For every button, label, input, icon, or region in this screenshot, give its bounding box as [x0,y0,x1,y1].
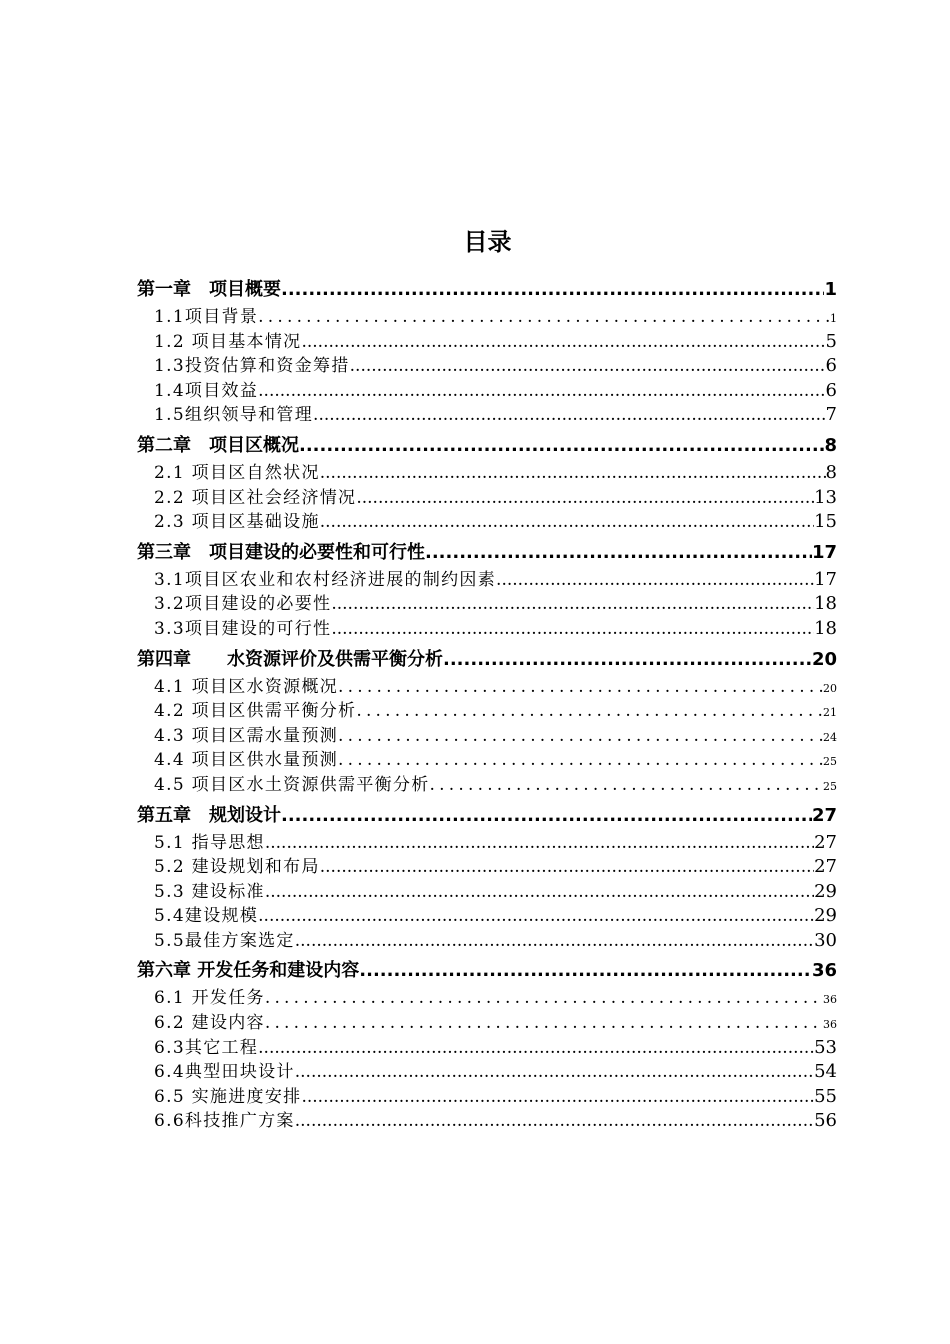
toc-chapter-row[interactable] [137,953,837,986]
toc-section-row[interactable] [137,1011,837,1036]
page-number: 20 [823,681,837,695]
page-number: 30 [814,929,837,951]
dot-leader [301,1085,814,1110]
dot-leader [443,646,812,674]
page-number: 6 [825,379,837,401]
section-title: 5.5最佳方案选定 [154,930,295,951]
page-number: 56 [814,1110,837,1132]
toc-section-row[interactable] [137,929,837,954]
section-title: 2.2 项目区社会经济情况 [154,487,357,508]
toc-section-row[interactable] [137,1036,837,1061]
section-title: 6.1 开发任务 [154,988,265,1009]
dot-leader [281,276,824,304]
dot-leader [265,1011,823,1036]
page-number: 36 [811,960,837,982]
page-number: 13 [814,486,837,508]
section-title: 4.2 项目区供需平衡分析 [154,701,357,722]
toc-section-row[interactable] [137,724,837,749]
dot-leader [295,1060,814,1085]
section-title: 5.1 指导思想 [154,832,265,853]
section-title: 2.1 项目区自然状况 [154,462,320,483]
page-number: 21 [823,706,837,720]
dot-leader [338,675,823,700]
dot-leader [295,1109,814,1134]
table-of-contents [137,272,837,1134]
page-number: 27 [814,856,837,878]
page-number: 20 [811,648,837,670]
section-title: 3.3项目建设的可行性 [154,618,332,639]
dot-leader [496,568,814,593]
page-number: 24 [823,730,837,744]
section-title: 1.1项目背景 [154,307,259,327]
page-number: 29 [814,905,837,927]
page-number: 7 [825,404,837,426]
page-number: 6 [825,355,837,377]
dot-leader [258,1036,814,1061]
section-title: 4.5 项目区水土资源供需平衡分析 [154,774,430,795]
toc-section-row[interactable] [137,403,837,428]
section-title: 5.2 建设规划和布局 [154,857,320,878]
section-title: 1.2 项目基本情况 [154,331,302,352]
dot-leader [301,330,825,355]
section-title: 5.3 建设标准 [154,881,265,902]
dot-leader [331,617,814,642]
page-number: 25 [823,755,837,769]
section-title: 3.1项目区农业和农村经济进展的制约因素 [154,569,497,590]
toc-section-row[interactable] [137,486,837,511]
dot-leader [265,986,823,1011]
toc-section-row[interactable] [137,880,837,905]
section-title: 4.3 项目区需水量预测 [154,725,339,746]
section-title: 5.4建设规模 [154,906,259,927]
toc-section-row[interactable] [137,568,837,593]
toc-section-row[interactable] [137,379,837,404]
page-number: 17 [814,568,837,590]
toc-chapter-row[interactable] [137,798,837,831]
page-number: 36 [823,993,837,1007]
toc-section-row[interactable] [137,1109,837,1134]
toc-section-row[interactable] [137,1085,837,1110]
toc-section-row[interactable] [137,904,837,929]
dot-leader [430,773,823,798]
toc-chapter-row[interactable] [137,535,837,568]
toc-section-row[interactable] [137,855,837,880]
toc-title: 目录 [463,228,512,256]
dot-leader [281,802,812,830]
toc-section-row[interactable] [137,305,837,330]
section-title: 2.3 项目区基础设施 [154,512,320,533]
dot-leader [331,592,814,617]
section-title: 6.4典型田块设计 [154,1062,295,1083]
page-number: 29 [814,880,837,902]
dot-leader [356,486,814,511]
dot-leader [320,855,814,880]
chapter-title: 第四章 水资源评价及供需平衡分析 [137,648,443,670]
dot-leader [265,880,814,905]
dot-leader [265,831,814,856]
toc-chapter-row[interactable] [137,272,837,305]
toc-section-row[interactable] [137,461,837,486]
section-title: 4.4 项目区供水量预测 [154,750,339,771]
page-number: 25 [823,779,837,793]
page-number: 27 [814,831,837,853]
page-number: 8 [825,461,837,483]
dot-leader [313,403,826,428]
dot-leader [258,904,814,929]
dot-leader [320,461,826,486]
dot-leader [258,379,825,404]
page-number: 18 [814,593,837,615]
toc-section-row[interactable] [137,1060,837,1085]
chapter-title: 第三章 项目建设的必要性和可行性 [137,541,425,563]
page-number: 53 [814,1036,837,1058]
section-title: 1.4项目效益 [154,380,259,401]
page-number: 54 [814,1061,837,1083]
dot-leader [338,724,823,749]
toc-section-row[interactable] [137,675,837,700]
dot-leader [359,957,812,985]
toc-section-row[interactable] [137,831,837,856]
section-title: 6.2 建设内容 [154,1013,265,1034]
dot-leader [350,354,826,379]
page-number: 1 [830,312,837,325]
dot-leader [356,699,823,724]
section-title: 1.5组织领导和管理 [154,405,314,426]
page-number: 27 [811,804,837,826]
toc-chapter-row[interactable] [137,428,837,461]
chapter-title: 第五章 规划设计 [137,804,281,826]
page-number: 55 [814,1085,837,1107]
chapter-title: 第二章 项目区概况 [137,434,299,456]
page-number: 5 [825,330,837,352]
section-title: 3.2项目建设的必要性 [154,594,332,615]
dot-leader [425,539,812,567]
toc-section-row[interactable] [137,617,837,642]
dot-leader [299,432,824,460]
section-title: 1.3投资估算和资金筹措 [154,356,350,377]
toc-section-row[interactable] [137,510,837,535]
dot-leader [338,748,823,773]
toc-section-row[interactable] [137,699,837,724]
section-title: 6.3其它工程 [154,1037,259,1058]
dot-leader [258,305,830,330]
page-number: 18 [814,617,837,639]
section-title: 4.1 项目区水资源概况 [154,676,339,697]
page-number: 1 [824,279,837,300]
section-title: 6.6科技推广方案 [154,1111,295,1132]
toc-section-row[interactable] [137,354,837,379]
page-number: 36 [823,1018,837,1032]
chapter-title: 第六章 开发任务和建设内容 [137,960,360,982]
dot-leader [320,510,814,535]
page-number: 17 [811,541,837,563]
page-number: 15 [814,511,837,533]
section-title: 6.5 实施进度安排 [154,1086,302,1107]
dot-leader [295,929,814,954]
toc-section-row[interactable] [137,330,837,355]
chapter-title: 第一章 项目概要 [137,279,281,300]
toc-section-row[interactable] [137,592,837,617]
toc-section-row[interactable] [137,748,837,773]
page-number: 8 [824,434,837,456]
toc-chapter-row[interactable] [137,642,837,675]
toc-section-row[interactable] [137,986,837,1011]
toc-section-row[interactable] [137,773,837,798]
